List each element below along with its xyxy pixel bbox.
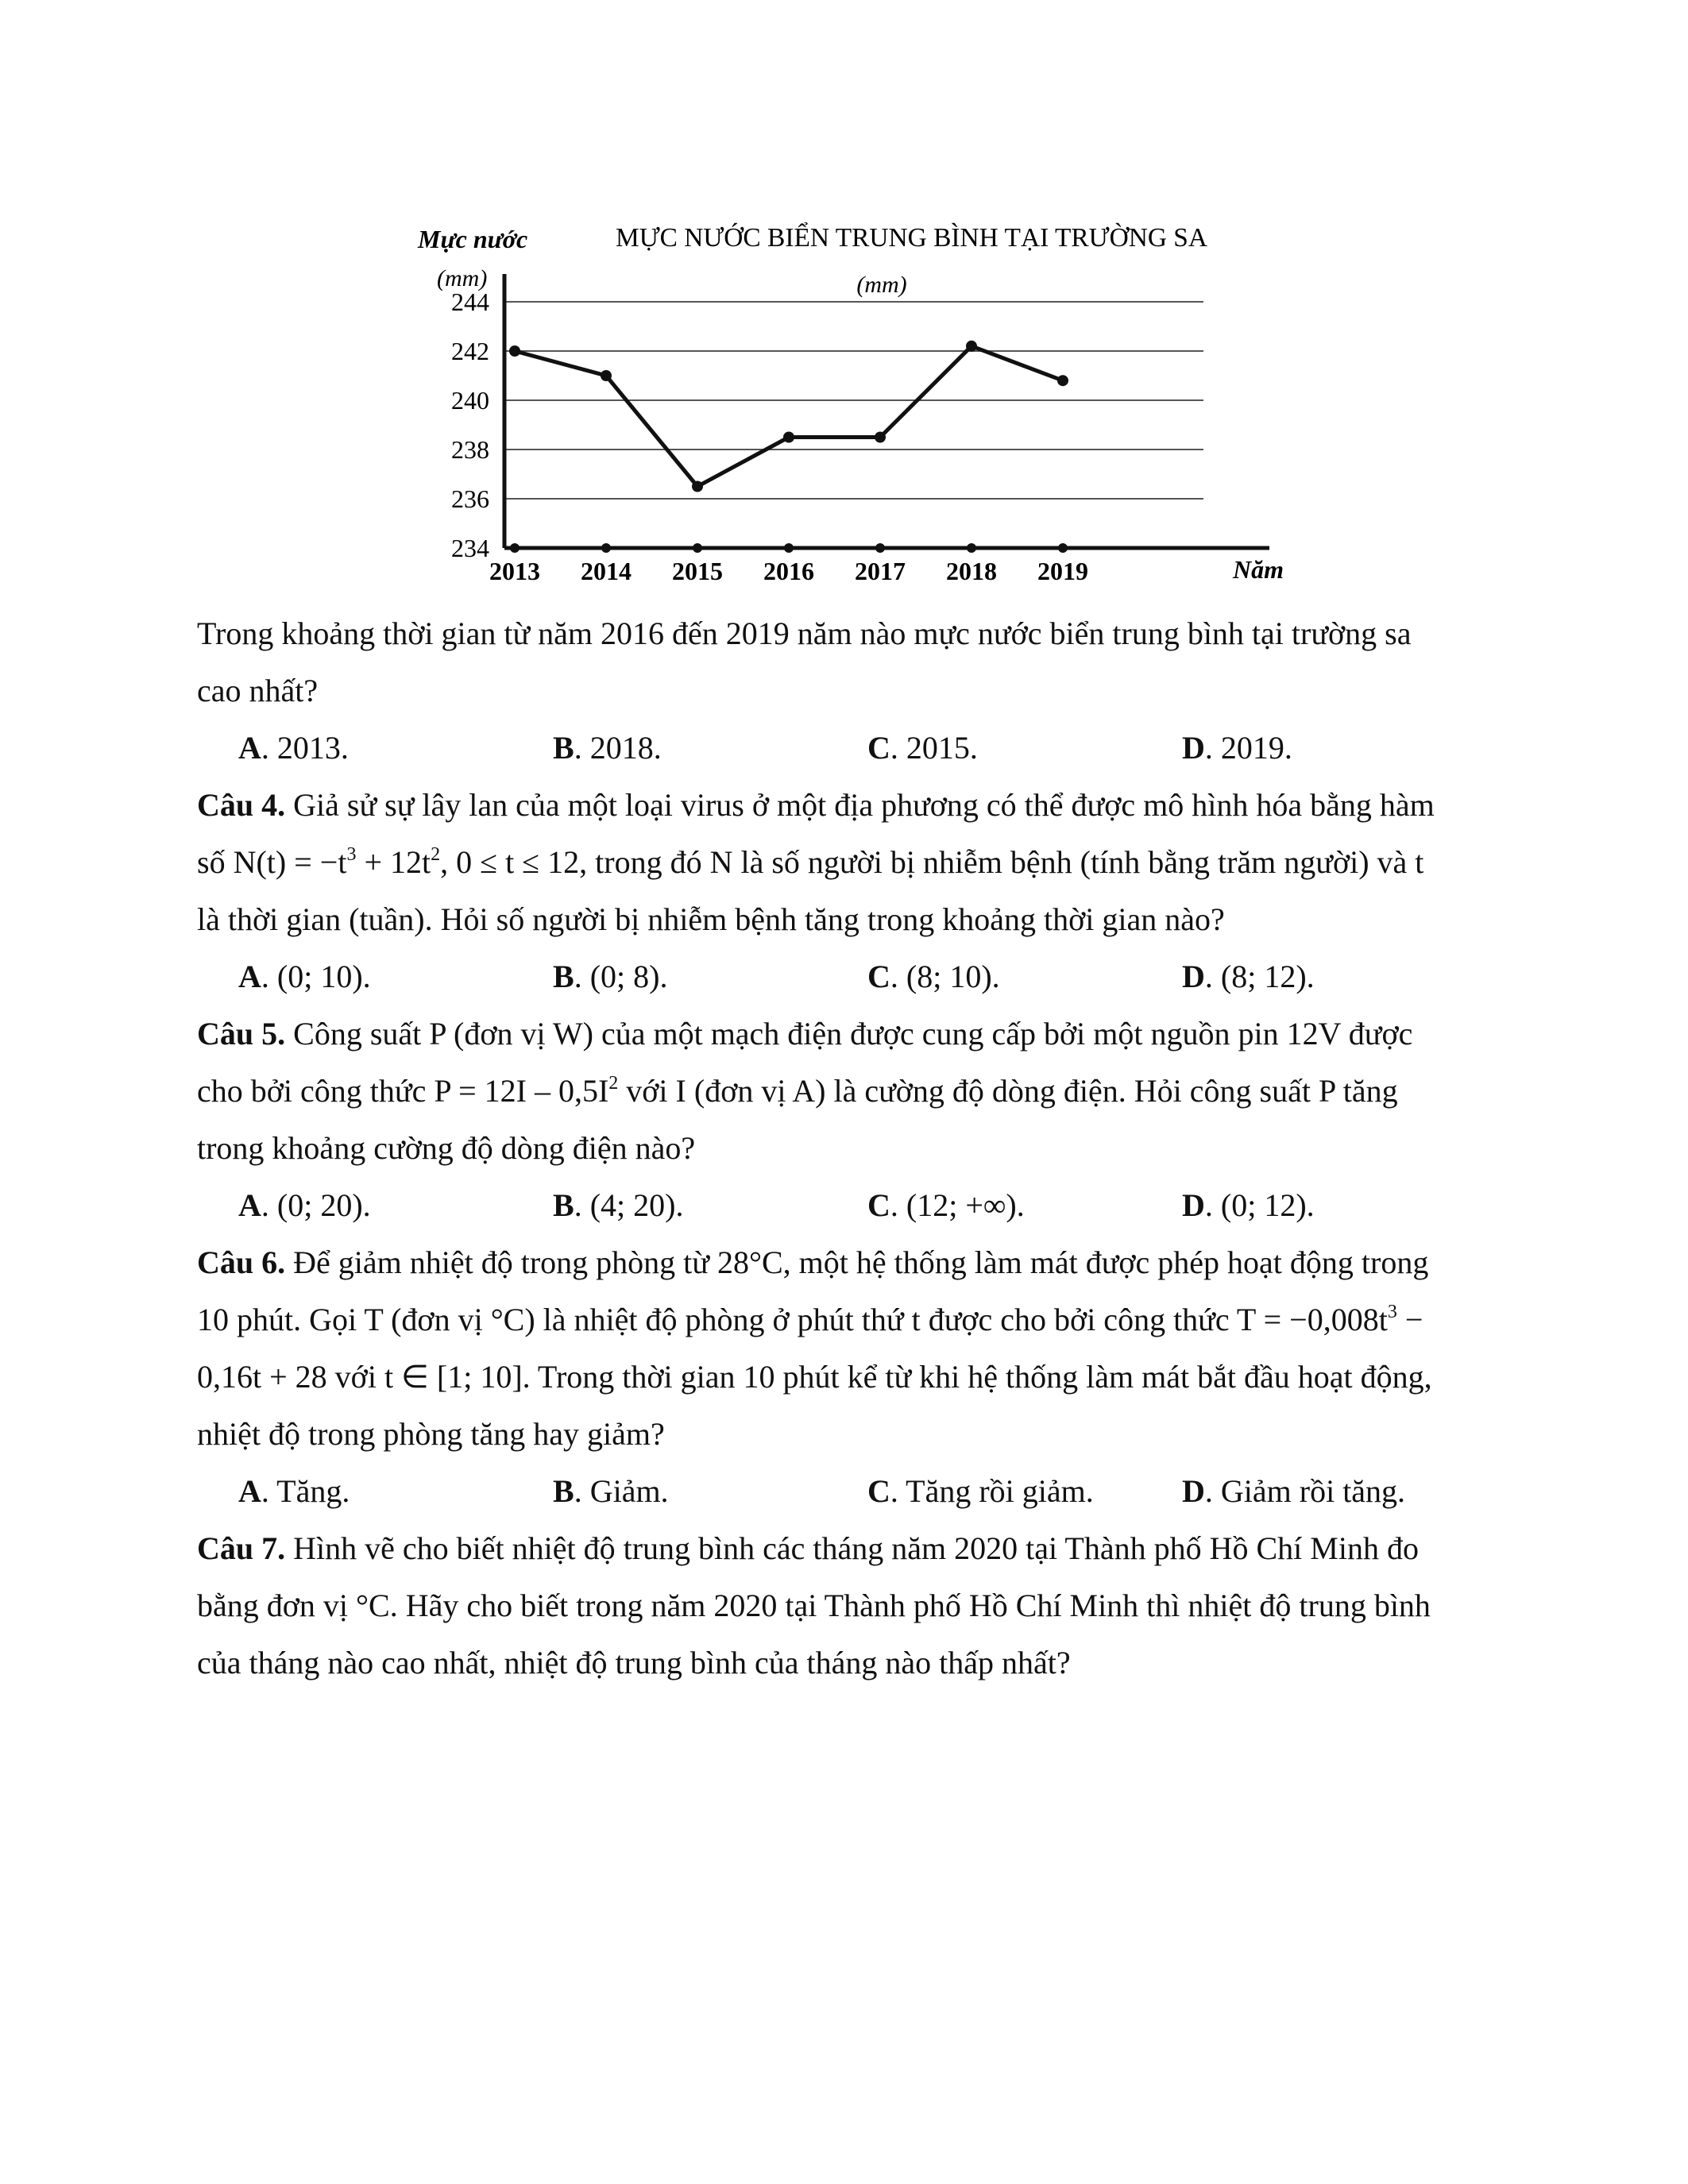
y-tick-label: 234 [451, 534, 489, 562]
chart-ylabel: Mực nước [418, 225, 528, 253]
y-tick-label: 244 [451, 287, 489, 316]
q3-text-line2: cao nhất? [197, 673, 319, 708]
sea-level-chart [413, 214, 1295, 596]
chart-ylabel-unit: (mm) [437, 265, 488, 291]
chart-subtitle: (mm) [856, 272, 907, 298]
q6-line4: nhiệt độ trong phòng tăng hay giảm? [197, 1416, 665, 1452]
q5-option-a[interactable]: A. (0; 20). [238, 1187, 371, 1223]
q5-option-d[interactable]: D. (0; 12). [1182, 1187, 1315, 1223]
data-point [966, 341, 977, 352]
q6-options [197, 1463, 1485, 1520]
q5-option-b[interactable]: B. (4; 20). [553, 1187, 684, 1223]
y-tick-label: 238 [451, 435, 489, 464]
series-line [515, 346, 1063, 487]
x-axis-dot [510, 543, 520, 553]
q4-line3: là thời gian (tuần). Hỏi số người bị nhiễm bệnh tăng trong khoảng thời gian nào? [197, 901, 1225, 937]
q4-option-d[interactable]: D. (8; 12). [1182, 959, 1315, 994]
q5-options [197, 1177, 1485, 1234]
q7-label: Câu 7. [197, 1530, 286, 1566]
q6-line2: 10 phút. Gọi T (đơn vị °C) là nhiệt độ phòng ở phút thứ t được cho bởi công thức $T = -0,008t^3$ − [197, 1302, 1423, 1337]
q3-option-d[interactable]: D. 2019. [1182, 730, 1292, 766]
data-point [601, 370, 612, 381]
x-tick-label: 2014 [581, 557, 632, 585]
chart-svg [413, 214, 1295, 596]
q4-option-a[interactable]: A. (0; 10). [238, 959, 371, 994]
q4-option-b[interactable]: B. (0; 8). [553, 959, 668, 994]
data-point [692, 481, 703, 492]
x-tick-label: 2019 [1037, 557, 1088, 585]
q6-option-a[interactable]: A. Tăng. [238, 1473, 350, 1509]
q6-label: Câu 6. [197, 1244, 286, 1280]
q7-line3: của tháng nào cao nhất, nhiệt độ trung bình của tháng nào thấp nhất? [197, 1645, 1071, 1680]
q3-option-a[interactable]: A. 2013. [238, 730, 349, 766]
x-tick-label: 2013 [489, 557, 540, 585]
x-tick-label: 2017 [855, 557, 906, 585]
q4-line2: số $N(t) = -t^3 + 12t^2$, 0 ≤ t ≤ 12, trong đó N là số người bị nhiễm bệnh (tính bằng trăm người) và t [197, 844, 1424, 880]
x-axis-dot [784, 543, 794, 553]
q5-line2: cho bởi công thức $P = 12I - 0,5I^2$ với I (đơn vị A) là cường độ dòng điện. Hỏi công suất P tăng [197, 1073, 1398, 1109]
q4-label: Câu 4. [197, 787, 286, 823]
data-point [509, 345, 520, 357]
q4-option-c[interactable]: C. (8; 10). [867, 959, 1000, 994]
q6-line3: 0,16t + 28 với t ∈ [1; 10]. Trong thời gian 10 phút kể từ khi hệ thống làm mát bắt đầu hoạt động, [197, 1359, 1432, 1395]
q6-line1: Câu 6. Để giảm nhiệt độ trong phòng từ 28°C, một hệ thống làm mát được phép hoạt động trong [197, 1244, 1429, 1280]
x-axis-dot [601, 543, 611, 553]
data-point [783, 432, 794, 443]
q6-option-c[interactable]: C. Tăng rồi giảm. [867, 1473, 1094, 1509]
q3-text-line1: Trong khoảng thời gian từ năm 2016 đến 2019 năm nào mực nước biển trung bình tại trường sa [197, 615, 1412, 651]
x-axis-dot [967, 543, 976, 553]
q6-option-d[interactable]: D. Giảm rồi tăng. [1182, 1473, 1406, 1509]
y-tick-label: 242 [451, 337, 489, 365]
q4-options [197, 948, 1485, 1005]
q5-option-c[interactable]: C. (12; +∞). [867, 1187, 1025, 1223]
q5-line3: trong khoảng cường độ dòng điện nào? [197, 1130, 696, 1166]
y-tick-label: 236 [451, 484, 489, 513]
q4-line1: Câu 4. Giả sử sự lây lan của một loại virus ở một địa phương có thể được mô hình hóa bằng hàm [197, 787, 1435, 823]
data-point [1057, 375, 1068, 386]
chart-xlabel: Năm [1233, 555, 1284, 584]
q3-options [197, 720, 1485, 777]
data-point [875, 432, 886, 443]
x-axis-dot [875, 543, 885, 553]
x-axis-dot [693, 543, 702, 553]
q7-line2: bằng đơn vị °C. Hãy cho biết trong năm 2020 tại Thành phố Hồ Chí Minh thì nhiệt độ trung bình [197, 1588, 1431, 1623]
x-axis-dot [1058, 543, 1068, 553]
y-tick-label: 240 [451, 386, 489, 415]
q3-option-c[interactable]: C. 2015. [867, 730, 978, 766]
chart-title: MỰC NƯỚC BIỂN TRUNG BÌNH TẠI TRƯỜNG SA [616, 223, 1219, 253]
x-tick-label: 2018 [946, 557, 997, 585]
q6-option-b[interactable]: B. Giảm. [553, 1473, 669, 1509]
q5-label: Câu 5. [197, 1016, 286, 1051]
q3-option-b[interactable]: B. 2018. [553, 730, 662, 766]
q7-line1: Câu 7. Hình vẽ cho biết nhiệt độ trung bình các tháng năm 2020 tại Thành phố Hồ Chí Minh đo [197, 1530, 1419, 1566]
x-tick-label: 2015 [672, 557, 723, 585]
x-tick-label: 2016 [763, 557, 814, 585]
q5-line1: Câu 5. Công suất P (đơn vị W) của một mạch điện được cung cấp bởi một nguồn pin 12V được [197, 1016, 1413, 1051]
